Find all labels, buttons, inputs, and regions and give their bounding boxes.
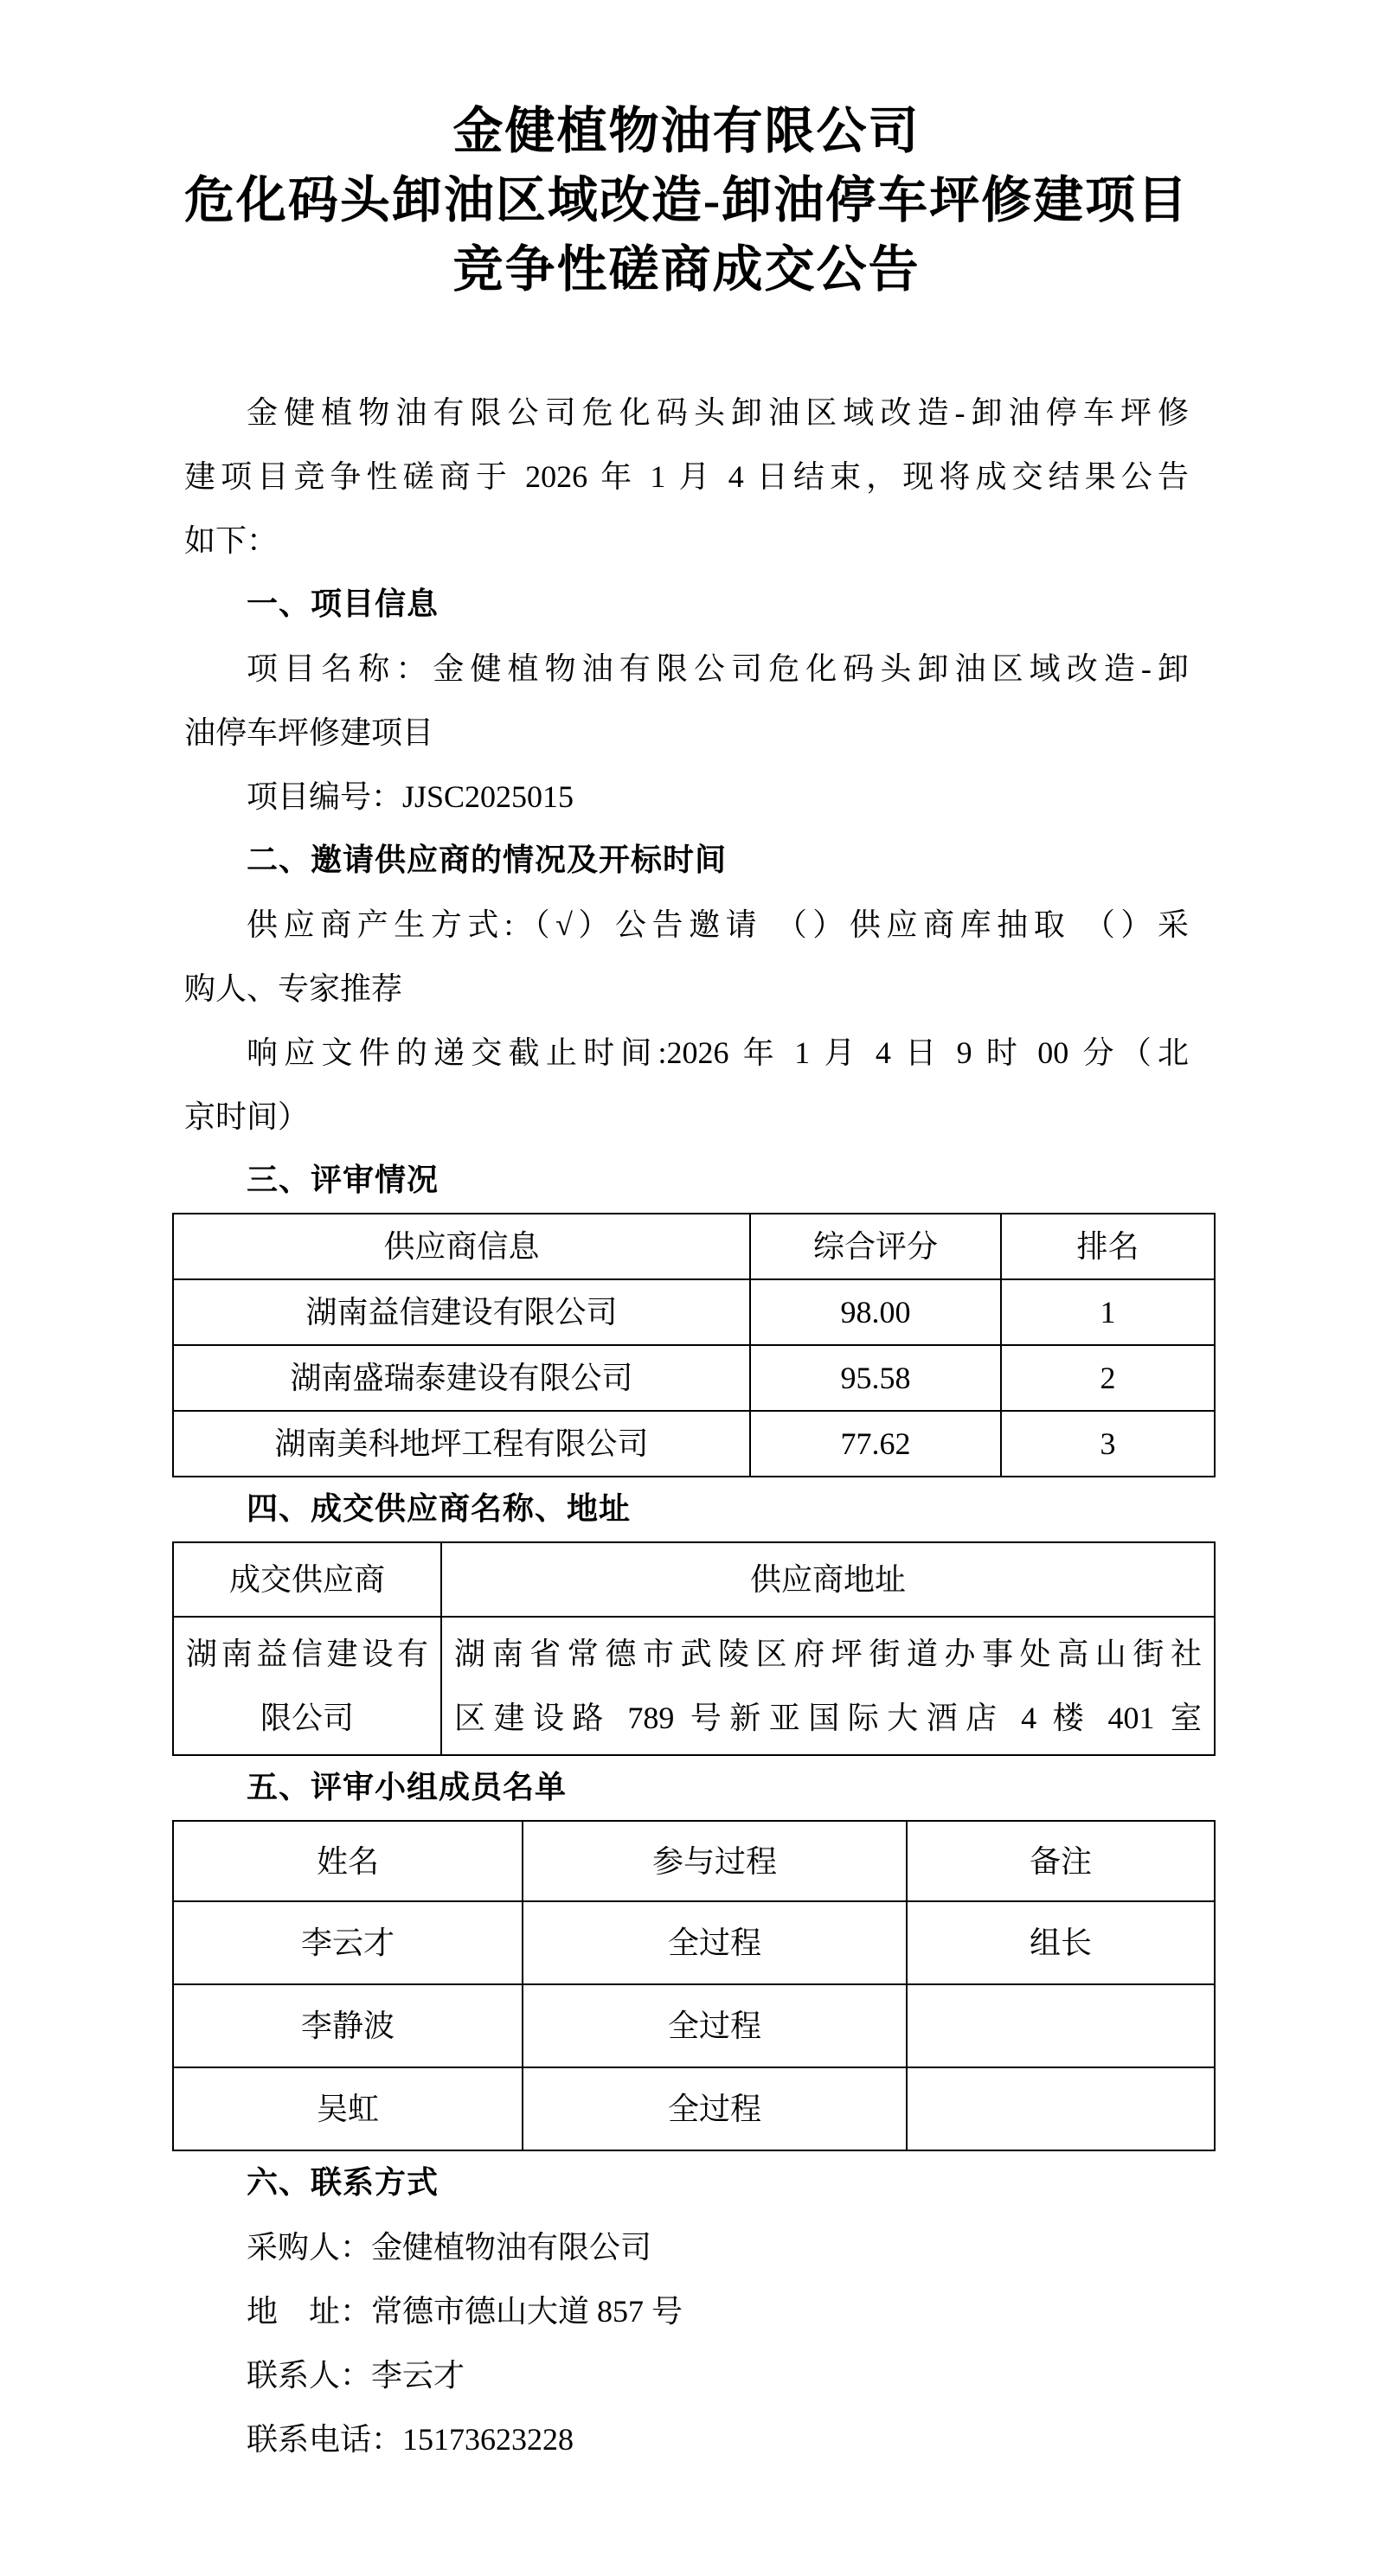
evaluation-table: [172, 1213, 1216, 1477]
supplier-score: 95.58: [750, 1345, 1001, 1411]
supplier-method-line-1: 供应商产生方式:（√）公告邀请 （）供应商库抽取 （）采: [247, 907, 1189, 942]
document-body: [184, 381, 1202, 2471]
title-line-announcement: 竞争性磋商成交公告: [452, 241, 921, 298]
winner-address-cell: [441, 1617, 1215, 1755]
member-process: 全过程: [523, 2067, 907, 2150]
member-process: 全过程: [523, 1901, 907, 1984]
deadline-line-2: 京时间）: [184, 1099, 310, 1134]
supplier-rank: 2: [1001, 1345, 1215, 1411]
winner-address-line-2: 区建设路 789 号新亚国际大酒店 4 楼 401 室: [454, 1701, 1202, 1735]
column-header-address: 供应商地址: [441, 1542, 1215, 1617]
intro-line-1: 金健植物油有限公司危化码头卸油区域改造-卸油停车坪修: [247, 395, 1189, 430]
column-header-process: 参与过程: [523, 1821, 907, 1901]
member-note: [907, 2067, 1215, 2150]
contact-phone: 联系电话：15173623228: [247, 2422, 574, 2457]
winner-address-line-1: 湖南省常德市武陵区府坪街道办事处高山街社: [454, 1637, 1202, 1671]
winner-name-cell: [173, 1617, 441, 1755]
contact-purchaser: 采购人：金健植物油有限公司: [247, 2230, 652, 2265]
member-process: 全过程: [523, 1984, 907, 2067]
section-2-heading: 二、邀请供应商的情况及开标时间: [247, 843, 728, 878]
intro-line-3: 如下：: [184, 523, 279, 558]
supplier-name: 湖南美科地坪工程有限公司: [173, 1411, 750, 1477]
section-1-heading: 一、项目信息: [247, 586, 439, 622]
column-header-note: 备注: [907, 1821, 1215, 1901]
supplier-score: 98.00: [750, 1279, 1001, 1345]
table-row: [173, 1901, 1215, 1984]
column-header-rank: 排名: [1001, 1214, 1215, 1279]
column-header-winner: 成交供应商: [173, 1542, 441, 1617]
evaluation-header-row: [173, 1214, 1215, 1279]
winner-name-line-2: 限公司: [260, 1701, 354, 1735]
column-header-score: 综合评分: [750, 1214, 1001, 1279]
deadline-line-1: 响应文件的递交截止时间:2026 年 1 月 4 日 9 时 00 分（北: [247, 1035, 1189, 1070]
member-name: 李云才: [173, 1901, 523, 1984]
section-6-heading: 六、联系方式: [247, 2165, 439, 2201]
column-header-supplier-info: 供应商信息: [173, 1214, 750, 1279]
contact-person: 联系人：李云才: [247, 2358, 465, 2393]
member-name: 李静波: [173, 1984, 523, 2067]
document-title: [0, 0, 1373, 304]
intro-line-2: 建项目竞争性磋商于 2026 年 1 月 4 日结束，现将成交结果公告: [184, 459, 1189, 494]
table-row: [173, 2067, 1215, 2150]
committee-header-row: [173, 1821, 1215, 1901]
section-3-heading: 三、评审情况: [247, 1163, 439, 1198]
supplier-name: 湖南益信建设有限公司: [173, 1279, 750, 1345]
project-name-line-2: 油停车坪修建项目: [184, 715, 434, 750]
title-line-project: 危化码头卸油区域改造-卸油停车坪修建项目: [183, 172, 1190, 228]
column-header-name: 姓名: [173, 1821, 523, 1901]
table-row: [173, 1279, 1215, 1345]
title-line-company: 金健植物油有限公司: [452, 103, 921, 159]
table-row: [173, 1617, 1215, 1755]
winner-header-row: [173, 1542, 1215, 1617]
member-note: [907, 1984, 1215, 2067]
project-name-line-1: 项目名称：金健植物油有限公司危化码头卸油区域改造-卸: [247, 651, 1189, 686]
supplier-score: 77.62: [750, 1411, 1001, 1477]
table-row: [173, 1345, 1215, 1411]
supplier-rank: 3: [1001, 1411, 1215, 1477]
project-code: 项目编号：JJSC2025015: [247, 779, 574, 814]
winner-table: [172, 1541, 1216, 1756]
table-row: [173, 1984, 1215, 2067]
section-4-heading: 四、成交供应商名称、地址: [247, 1491, 632, 1527]
member-name: 吴虹: [173, 2067, 523, 2150]
member-note: 组长: [907, 1901, 1215, 1984]
supplier-method-line-2: 购人、专家推荐: [184, 971, 403, 1006]
contact-address: 地 址：常德市德山大道 857 号: [247, 2294, 683, 2329]
committee-table: [172, 1820, 1216, 2151]
winner-name-line-1: 湖南益信建设有: [186, 1637, 428, 1671]
supplier-rank: 1: [1001, 1279, 1215, 1345]
table-row: [173, 1411, 1215, 1477]
supplier-name: 湖南盛瑞泰建设有限公司: [173, 1345, 750, 1411]
section-5-heading: 五、评审小组成员名单: [247, 1770, 568, 1805]
